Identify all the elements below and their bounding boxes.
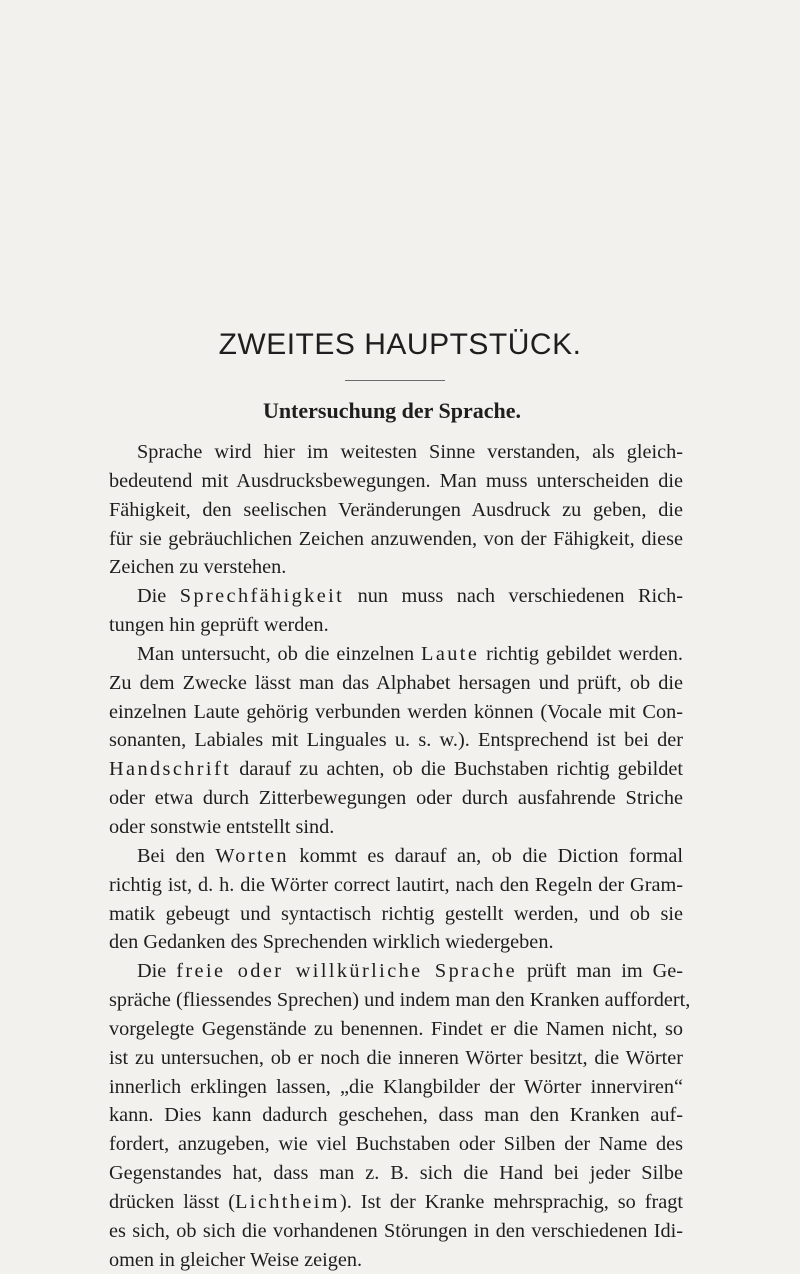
text-line: oder sonstwie entstellt sind. bbox=[109, 815, 335, 838]
title-divider bbox=[345, 380, 445, 381]
text-line: omen in gleicher Weise zeigen. bbox=[109, 1248, 363, 1271]
text-line: kann. Dies kann dadurch geschehen, dass man den Kranken auf- bbox=[109, 1104, 683, 1127]
text-line: den Gedanken des Sprechenden wirklich wiedergeben. bbox=[109, 931, 554, 954]
text-line: einzelnen Laute gehörig verbunden werden können (Vocale mit Con- bbox=[109, 700, 683, 723]
text-line: spräche (fliessendes Sprechen) und indem man den Kranken auffordert, bbox=[109, 989, 691, 1012]
body-text bbox=[109, 438, 691, 1274]
text-line: fordert, anzugeben, wie viel Buchstaben oder Silben der Name des bbox=[109, 1133, 683, 1156]
text-line: innerlich erklingen lassen, „die Klangbilder der Wörter innerviren“ bbox=[109, 1075, 683, 1098]
text-line: Die freie oder willkürliche Sprache prüft man im Ge- bbox=[137, 960, 684, 983]
spaced-term: freie oder willkürliche Sprache bbox=[176, 960, 518, 983]
text-line: Man untersucht, ob die einzelnen Laute richtig gebildet werden. bbox=[137, 642, 683, 665]
text-line: drücken lässt (Lichtheim). Ist der Kranke mehrsprachig, so fragt bbox=[109, 1190, 683, 1213]
text-line: tungen hin geprüft werden. bbox=[109, 614, 329, 637]
text-line: Die Sprechfähigkeit nun muss nach verschiedenen Rich- bbox=[137, 585, 684, 608]
text-line: Fähigkeit, den seelischen Veränderungen Ausdruck zu geben, die bbox=[109, 498, 683, 521]
text-line: Sprache wird hier im weitesten Sinne verstanden, als gleich- bbox=[137, 441, 683, 463]
text-line: für sie gebräuchlichen Zeichen anzuwenden, von der Fähigkeit, diese bbox=[109, 527, 683, 550]
spaced-term: Lichtheim bbox=[235, 1190, 340, 1213]
text-line: vorgelegte Gegenstände zu benennen. Findet er die Namen nicht, so bbox=[109, 1017, 683, 1040]
section-title: Untersuchung der Sprache. bbox=[262, 398, 522, 423]
text-line: richtig ist, d. h. die Wörter correct lautirt, nach den Regeln der Gram- bbox=[109, 873, 683, 896]
text-line: Zeichen zu verstehen. bbox=[109, 556, 287, 579]
text-line: Handschrift darauf zu achten, ob die Buchstaben richtig gebildet bbox=[109, 758, 683, 781]
text-line: Gegenstandes hat, dass man z. B. sich die Hand bei jeder Silbe bbox=[109, 1162, 683, 1185]
chapter-title: ZWEITES HAUPTSTÜCK. bbox=[218, 328, 582, 361]
text-line: es sich, ob sich die vorhandenen Störungen in den verschiedenen Idi- bbox=[109, 1219, 683, 1242]
text-line: bedeutend mit Ausdrucksbewegungen. Man muss unterscheiden die bbox=[109, 469, 683, 492]
text-line: sonanten, Labiales mit Linguales u. s. w.). Entsprechend ist bei der bbox=[109, 729, 683, 752]
text-line: ist zu untersuchen, ob er noch die inneren Wörter besitzt, die Wörter bbox=[109, 1046, 683, 1069]
text-line: Bei den Worten kommt es darauf an, ob die Diction formal bbox=[137, 844, 683, 867]
text-line: Zu dem Zwecke lässt man das Alphabet hersagen und prüft, ob die bbox=[109, 671, 683, 694]
spaced-term: Sprechfähigkeit bbox=[179, 585, 345, 608]
spaced-term: Handschrift bbox=[109, 758, 232, 781]
text-line: oder etwa durch Zitterbewegungen oder durch ausfahrende Striche bbox=[109, 787, 683, 810]
spaced-term: Laute bbox=[421, 642, 480, 665]
text-line: matik gebeugt und syntactisch richtig gestellt werden, und ob sie bbox=[109, 902, 683, 925]
spaced-term: Worten bbox=[215, 844, 289, 867]
